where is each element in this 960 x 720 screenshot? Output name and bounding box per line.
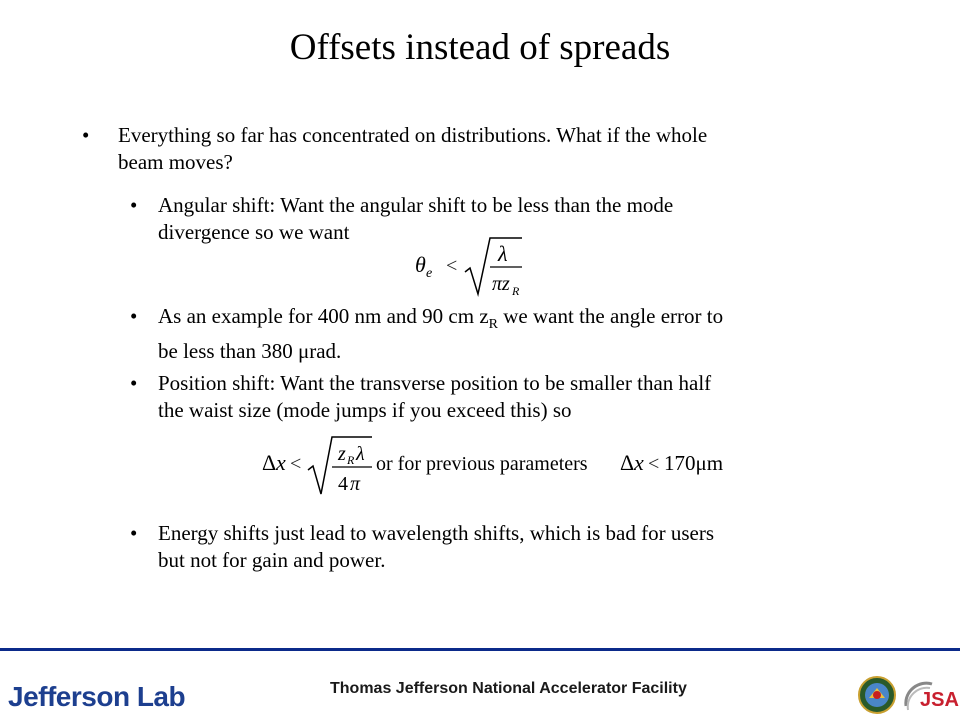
bullet-marker: • — [130, 521, 138, 545]
equation-value: 170μm — [664, 451, 724, 475]
svg-text:x: x — [634, 450, 644, 475]
bullet-4-line-2: the waist size (mode jumps if you exceed this) so — [158, 398, 572, 422]
svg-text:R: R — [347, 453, 355, 467]
svg-text:π: π — [350, 473, 361, 495]
bullet-marker: • — [82, 123, 90, 147]
bullet-1-line-1: Everything so far has concentrated on distributions. What if the whole — [118, 123, 708, 147]
equation-angle-limit — [410, 234, 530, 300]
bullet-4-line-1: Position shift: Want the transverse position to be smaller than half — [158, 371, 712, 395]
bullet-5-line-2: but not for gain and power. — [158, 548, 386, 572]
slide-title: Offsets instead of spreads — [289, 27, 671, 68]
bullet-marker: • — [130, 304, 138, 328]
jsa-logo-text: JSA — [920, 689, 959, 711]
bullet-5-line-1: Energy shifts just lead to wavelength shifts, which is bad for users — [158, 521, 715, 545]
bullet-marker: • — [130, 193, 138, 217]
bullet-5 — [158, 520, 714, 574]
svg-text:<: < — [446, 255, 458, 277]
bullet-3-text-a: As an example for 400 nm and 90 cm z — [158, 304, 489, 328]
svg-text:λ: λ — [356, 443, 365, 465]
bullet-1 — [118, 122, 707, 176]
svg-text:z: z — [338, 443, 346, 465]
footer-divider — [0, 648, 960, 651]
svg-text:θ: θ — [415, 252, 426, 277]
svg-text:Δ: Δ — [262, 450, 277, 475]
equation-connector-text: or for previous parameters — [376, 453, 588, 475]
doe-seal-icon — [858, 676, 896, 714]
svg-text:<: < — [290, 453, 302, 475]
svg-text:R: R — [512, 284, 520, 298]
bullet-2-line-1: Angular shift: Want the angular shift to be less than the mode — [158, 193, 674, 217]
facility-name: Thomas Jefferson National Accelerator Facility — [330, 680, 687, 697]
bullet-marker: • — [130, 371, 138, 395]
bullet-1-line-2: beam moves? — [118, 150, 233, 174]
svg-text:4: 4 — [338, 473, 348, 495]
bullet-3-line-1 — [158, 303, 723, 338]
svg-text:e: e — [426, 266, 433, 281]
svg-text:x: x — [276, 450, 286, 475]
jefferson-lab-logo: Jefferson Lab — [8, 681, 186, 712]
bullet-3-line-2: be less than 380 μrad. — [158, 339, 342, 364]
bullet-3 — [158, 303, 723, 365]
svg-text:πz: πz — [492, 273, 510, 295]
bullet-4 — [158, 370, 711, 424]
bullet-2-line-2: divergence so we want — [158, 220, 350, 244]
equation-position-limit — [258, 434, 778, 500]
jsa-logo-icon — [902, 676, 959, 714]
svg-text:λ: λ — [498, 241, 508, 266]
bullet-3-subscript: R — [488, 317, 499, 333]
svg-text:Δ: Δ — [620, 450, 635, 475]
svg-text:<: < — [648, 453, 660, 475]
bullet-3-text-b: we want the angle error to — [498, 304, 724, 328]
